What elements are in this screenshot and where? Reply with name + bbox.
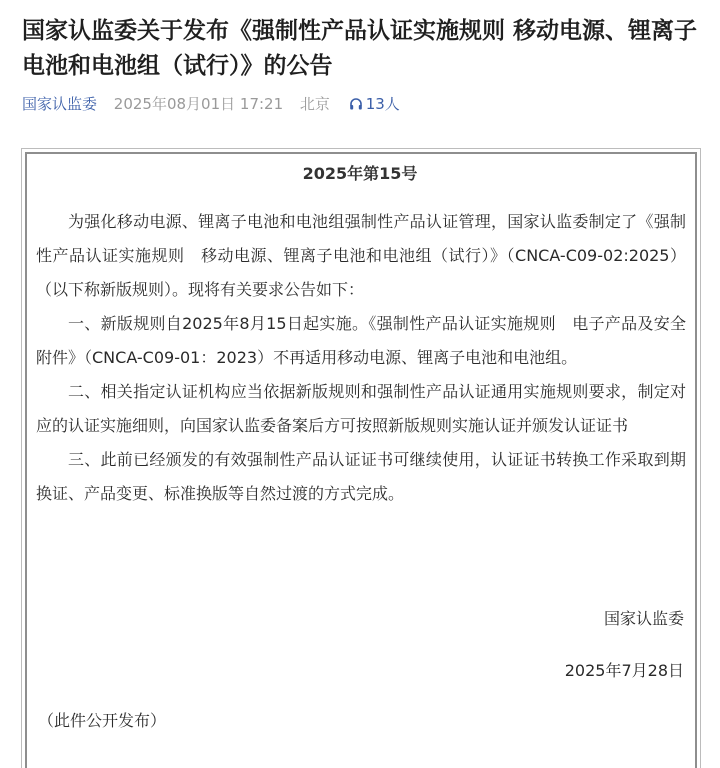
notice-body (36, 205, 686, 511)
publish-location: 北京 (299, 95, 330, 113)
notice-paragraph-1: 一、新版规则自2025年8月15日起实施。《强制性产品认证实施规则 电子产品及安全附件》（CNCA-C09-01：2023）不再适用移动电源、锂离子电池和电池组。 (36, 314, 686, 367)
publish-datetime: 2025年08月01日 17:21 (113, 95, 284, 113)
headphones-icon (349, 97, 363, 111)
signature-date: 2025年7月28日 (564, 661, 684, 680)
signature-organization: 国家认监委 (603, 609, 684, 628)
notice-paragraph-3: 三、此前已经颁发的有效强制性产品认证证书可继续使用，认证证书转换工作采取到期换证、产品变更、标准换版等自然过渡的方式完成。 (36, 450, 686, 503)
notice-paragraph-intro: 为强化移动电源、锂离子电池和电池组强制性产品认证管理，国家认监委制定了《强制性产品认证实施规则 移动电源、锂离子电池和电池组（试行）》（CNCA-C09-02:2025）（以下称新版规则）。现将有关要求公告如下： (36, 212, 686, 299)
disclosure-note: （此件公开发布） (38, 711, 167, 730)
article-title: 国家认监委关于发布《强制性产品认证实施规则 移动电源、锂离子电池和电池组（试行）》的公告 (22, 18, 698, 79)
listener-count: 13人 (365, 95, 400, 113)
listen-audio-button[interactable] (349, 95, 400, 113)
source-link[interactable]: 国家认监委 (22, 95, 98, 113)
article-meta (22, 94, 400, 114)
notice-paragraph-2: 二、相关指定认证机构应当依据新版规则和强制性产品认证通用实施规则要求，制定对应的认证实施细则，向国家认监委备案后方可按照新版规则实施认证并颁发认证证书 (36, 382, 686, 435)
notice-number: 2025年第15号 (302, 164, 418, 183)
